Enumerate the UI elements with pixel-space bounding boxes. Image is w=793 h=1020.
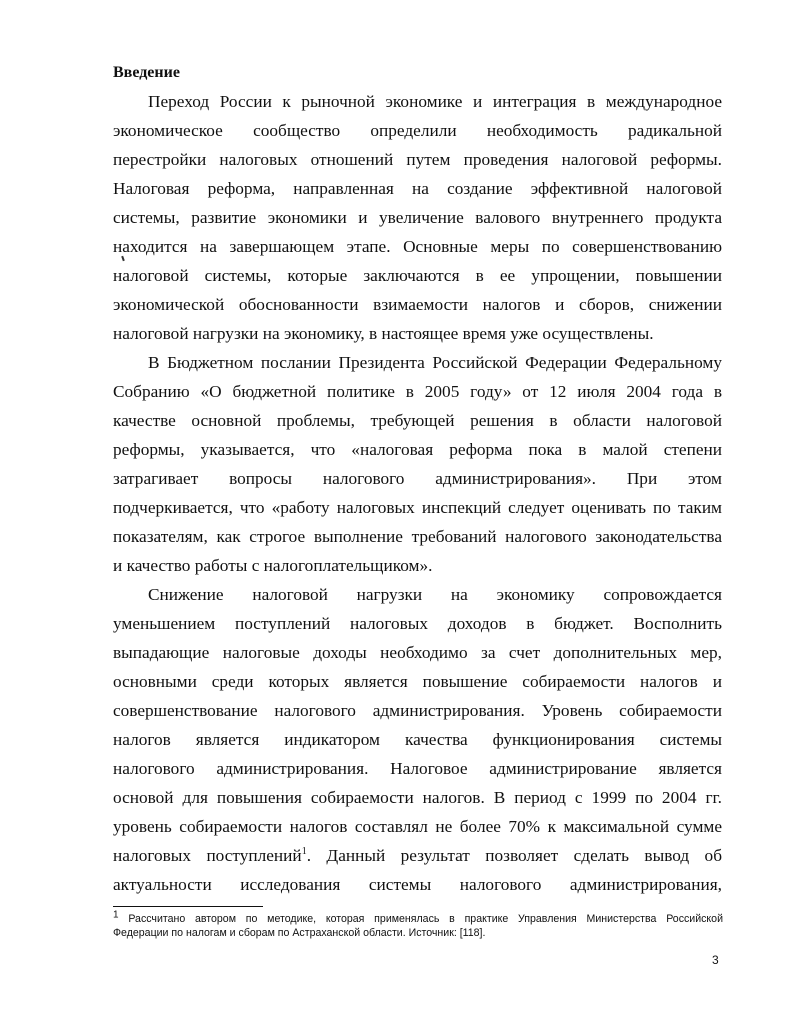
text-line: перестройки налоговых отношений путем проведения налоговой реформы. bbox=[113, 150, 722, 169]
footnote-divider bbox=[113, 906, 263, 907]
text-line: системы, развитие экономики и увеличение валового внутреннего продукта bbox=[113, 208, 722, 227]
footnote-reference: 1 bbox=[301, 846, 307, 858]
text-line: находится на завершающем этапе. Основные меры по совершенствованию bbox=[113, 237, 722, 256]
text-line bbox=[113, 846, 722, 866]
text-line: уменьшением поступлений налоговых доходов в бюджет. Восполнить bbox=[113, 614, 722, 633]
page-number: 3 bbox=[712, 953, 719, 967]
text-line: реформы, указывается, что «налоговая реформа пока в малой степени bbox=[113, 440, 722, 459]
text-segment: налоговых поступлений bbox=[113, 846, 302, 865]
text-line: Собранию «О бюджетной политике в 2005 году» от 12 июля 2004 года в bbox=[113, 382, 722, 401]
text-line: совершенствование налогового администрирования. Уровень собираемости bbox=[113, 701, 722, 720]
text-line: налогов является индикатором качества функционирования системы bbox=[113, 730, 722, 749]
text-line: Налоговая реформа, направленная на создание эффективной налоговой bbox=[113, 179, 722, 198]
text-line: и качество работы с налогоплательщиком». bbox=[113, 556, 433, 575]
footnote-line-1 bbox=[113, 909, 723, 926]
text-line: налоговой нагрузки на экономику, в настоящее время уже осуществлены. bbox=[113, 324, 654, 343]
text-line: экономическое сообщество определили необходимость радикальной bbox=[113, 121, 722, 140]
footnote-text: Рассчитано автором по методике, которая применялась в практике Управления Министерства Российской bbox=[128, 913, 723, 925]
text-line: качестве основной проблемы, требующей решения в области налоговой bbox=[113, 411, 722, 430]
text-line: актуальности исследования системы налогового администрирования, bbox=[113, 875, 722, 894]
footnote-line-2: Федерации по налогам и сборам по Астраханской области. Источник: [118]. bbox=[113, 927, 486, 939]
text-line: выпадающие налоговые доходы необходимо за счет дополнительных мер, bbox=[113, 643, 722, 662]
text-line: показателям, как строгое выполнение требований налогового законодательства bbox=[113, 527, 722, 546]
text-segment: . Данный результат позволяет сделать вывод об bbox=[306, 846, 722, 865]
text-line: Переход России к рыночной экономике и интеграция в международное bbox=[148, 92, 722, 111]
text-line: подчеркивается, что «работу налоговых инспекций следует оценивать по таким bbox=[113, 498, 722, 517]
text-line: затрагивает вопросы налогового администрирования». При этом bbox=[113, 469, 722, 488]
text-line: налогового администрирования. Налоговое администрирование является bbox=[113, 759, 722, 778]
text-line: В Бюджетном послании Президента Российской Федерации Федеральному bbox=[148, 353, 722, 372]
footnote-mark: 1 bbox=[113, 909, 119, 921]
section-heading: Введение bbox=[113, 64, 180, 81]
text-line: уровень собираемости налогов составлял не более 70% к максимальной сумме bbox=[113, 817, 722, 836]
text-line: экономической обоснованности взимаемости налогов и сборов, снижении bbox=[113, 295, 722, 314]
text-line: основой для повышения собираемости налогов. В период с 1999 по 2004 гг. bbox=[113, 788, 722, 807]
text-line: налоговой системы, которые заключаются в ее упрощении, повышении bbox=[113, 266, 722, 285]
text-line: Снижение налоговой нагрузки на экономику сопровождается bbox=[148, 585, 722, 604]
text-line: основными среди которых является повышение собираемости налогов и bbox=[113, 672, 722, 691]
